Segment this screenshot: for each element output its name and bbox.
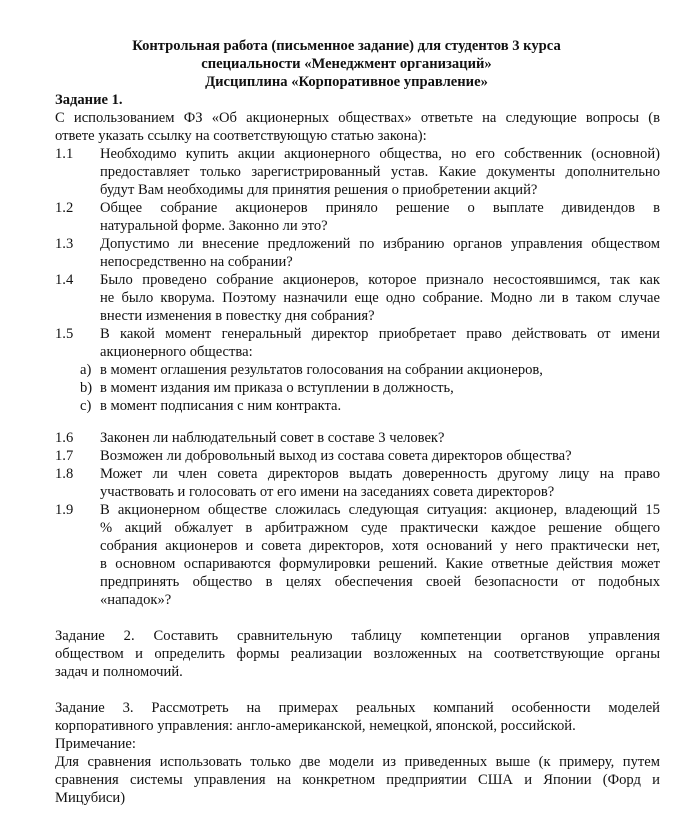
item-1-8-line-2: участвовать и голосовать от его имени на заседаниях совета директоров? <box>100 484 555 500</box>
task2-line-3: задач и полномочий. <box>55 664 183 680</box>
item-1-1-line-3: будут Вам необходимы для принятия решения о приобретении акций? <box>100 182 538 198</box>
item-1-4-line-1: Было проведено собрание акционеров, которое признало несостоявшимся, так как <box>100 272 660 288</box>
item-number: 1.4 <box>55 272 74 288</box>
task1-title: Задание 1. <box>55 92 123 108</box>
item-1-9-line-2: % акций обжалует в арбитражном суде практически каждое решение общего <box>100 520 660 536</box>
item-number: 1.3 <box>55 236 74 252</box>
item-1-9-line-3: собрания акционеров и совета директоров, хотя оснований у него практически нет, <box>100 538 660 554</box>
item-1-9-line-4: в основном оспариваются формулировки решений. Какие ответные действия может <box>100 556 660 572</box>
task3-line-2: корпоративного управления: англо-американской, немецкой, японской, российской. <box>55 718 576 734</box>
subitem-text: в момент издания им приказа о вступлении в должность, <box>100 380 454 396</box>
header-title-line-1: Контрольная работа (письменное задание) для студентов 3 курса <box>132 38 561 54</box>
item-number: 1.9 <box>55 502 74 518</box>
item-1-2-line-2: натуральной форме. Законно ли это? <box>100 218 328 234</box>
item-1-6-line-1: Законен ли наблюдательный совет в составе 3 человек? <box>100 430 445 446</box>
item-1-9-line-5: предпринять общество в целях обеспечения своей безопасности от подобных <box>100 574 660 590</box>
item-number: 1.7 <box>55 448 74 464</box>
header-title-line-3: Дисциплина «Корпоративное управление» <box>205 74 488 90</box>
item-number: 1.6 <box>55 430 74 446</box>
item-1-5-line-1: В какой момент генеральный директор приобретает право действовать от имени <box>100 326 660 342</box>
item-1-2-line-1: Общее собрание акционеров приняло решение о выплате дивидендов в <box>100 200 660 216</box>
task2-line-2: обществом и определить формы реализации возложенных на соответствующие органы <box>55 646 660 662</box>
task1-intro-line-1: С использованием ФЗ «Об акционерных обществах» ответьте на следующие вопросы (в <box>55 110 660 126</box>
item-1-3-line-2: непосредственно на собрании? <box>100 254 293 270</box>
item-1-9-line-1: В акционерном обществе сложилась следующая ситуация: акционер, владеющий 15 <box>100 502 660 518</box>
subitem-letter: b) <box>80 380 93 396</box>
item-1-8-line-1: Может ли член совета директоров выдать доверенность другому лицу на право <box>100 466 660 482</box>
task1-intro-line-2: ответе указать ссылку на соответствующую статью закона): <box>55 128 427 144</box>
header-title-line-2: специальности «Менеджмент организаций» <box>201 56 492 72</box>
task2-line-1: Задание 2. Составить сравнительную таблицу компетенции органов управления <box>55 628 660 644</box>
subitem-text: в момент подписания с ним контракта. <box>100 398 342 414</box>
item-1-7-line-1: Возможен ли добровольный выход из состава совета директоров общества? <box>100 448 572 464</box>
subitem-text: в момент оглашения результатов голосования на собрании акционеров, <box>100 362 543 378</box>
item-1-3-line-1: Допустимо ли внесение предложений по избранию органов управления обществом <box>100 236 660 252</box>
item-1-4-line-2: не было кворума. Поэтому назначили еще одно собрание. Модно ли в таком случае <box>100 290 660 306</box>
task3-note-label: Примечание: <box>55 736 136 752</box>
subitem-letter: a) <box>80 362 92 378</box>
item-1-5-line-2: акционерного общества: <box>100 344 253 360</box>
item-1-1-line-1: Необходимо купить акции акционерного общества, но его собственник (основной) <box>100 146 660 162</box>
item-number: 1.2 <box>55 200 74 216</box>
task3-line-6: Мицубиси) <box>55 790 126 806</box>
item-1-9-line-6: «нападок»? <box>100 592 172 608</box>
item-number: 1.5 <box>55 326 74 342</box>
item-number: 1.1 <box>55 146 74 162</box>
item-number: 1.8 <box>55 466 74 482</box>
subitem-letter: c) <box>80 398 92 414</box>
task3-line-4: Для сравнения использовать только две модели из приведенных выше (к примеру, путем <box>55 754 660 770</box>
item-1-4-line-3: внести изменения в повестку дня собрания? <box>100 308 375 324</box>
task3-line-5: сравнения системы управления на конкретном предприятии США и Японии (Форд и <box>55 772 660 788</box>
task3-line-1: Задание 3. Рассмотреть на примерах реальных компаний особенности моделей <box>55 700 660 716</box>
item-1-1-line-2: предоставляет только зарегистрированный устав. Какие документы дополнительно <box>100 164 660 180</box>
